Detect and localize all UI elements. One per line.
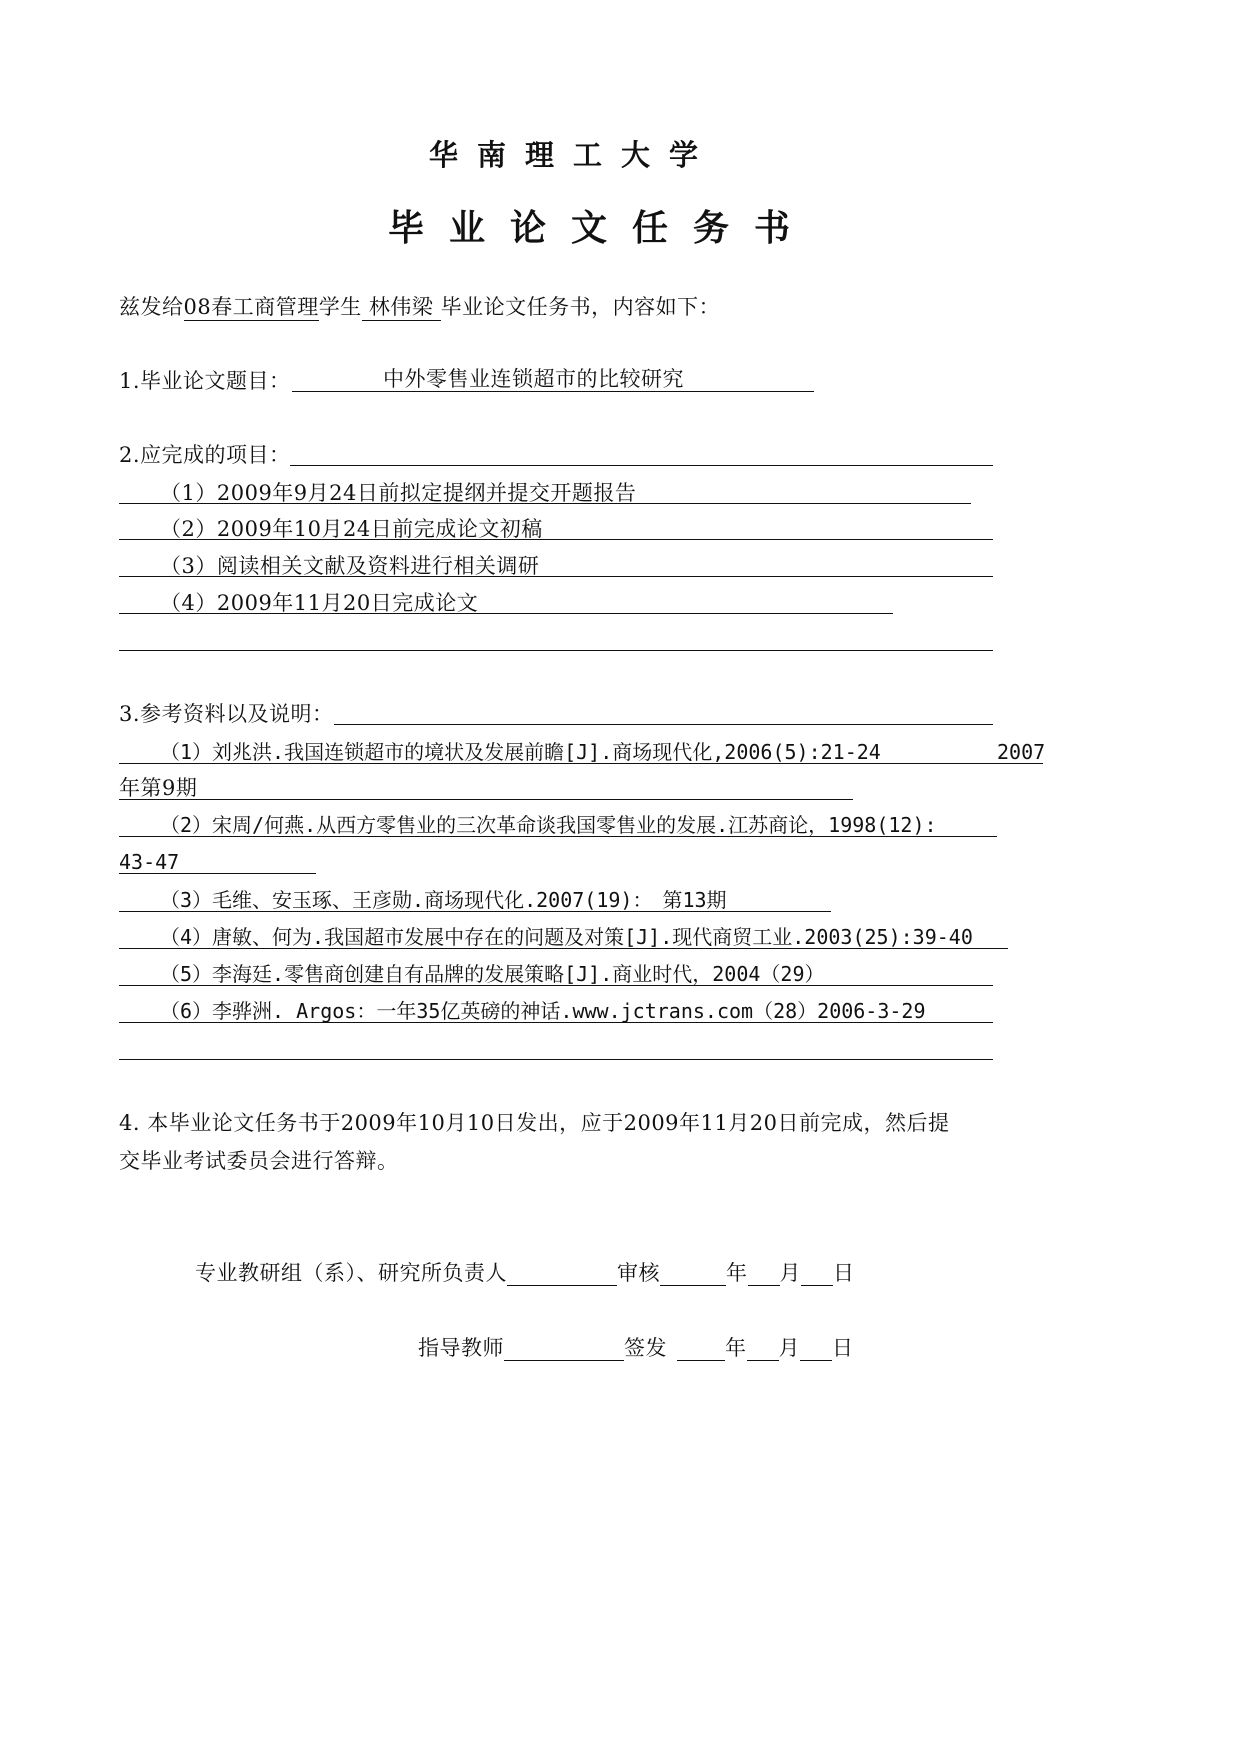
class-name: 08春工商管理 bbox=[183, 295, 319, 319]
project-item: （2）2009年10月24日前完成论文初稿 bbox=[160, 517, 543, 541]
intro-suffix: 毕业论文任务书，内容如下： bbox=[440, 295, 721, 319]
reference-underline bbox=[119, 763, 1043, 764]
reference-underline bbox=[119, 873, 316, 874]
project-item: （1）2009年9月24日前拟定提纲并提交开题报告 bbox=[160, 481, 637, 505]
review-year-blank bbox=[660, 1261, 726, 1286]
reference-item: （4）唐敏、何为.我国超市发展中存在的问题及对策[J].现代商贸工业.2003(25):39-40 bbox=[160, 925, 973, 949]
section1-label: 1.毕业论文题目： bbox=[119, 369, 291, 393]
reference-item: （5）李海廷.零售商创建自有品牌的发展策略[J].商业时代，2004（29） bbox=[160, 962, 825, 986]
reference-item: （3）毛维、安玉琢、王彦勋.商场现代化.2007(19)： 第13期 bbox=[160, 888, 727, 912]
section2-label: 2.应完成的项目： bbox=[119, 443, 291, 467]
department-head-signature-blank bbox=[507, 1261, 617, 1286]
document-title: 毕业论文任务书 bbox=[388, 208, 816, 249]
reference-item: （2）宋周/何燕.从西方零售业的三次革命谈我国零售业的发展.江苏商论，1998(12): bbox=[160, 813, 937, 837]
reference-item-cont: 年第9期 bbox=[119, 776, 198, 800]
project-item: （3）阅读相关文献及资料进行相关调研 bbox=[160, 554, 540, 578]
reference-underline bbox=[119, 799, 853, 800]
day-label: 日 bbox=[832, 1336, 854, 1360]
month-label: 月 bbox=[779, 1261, 801, 1285]
reference-underline bbox=[119, 985, 993, 986]
reference-underline bbox=[119, 836, 997, 837]
student-name: 林伟梁 bbox=[362, 295, 441, 321]
issue-deadline-text-cont: 交毕业考试委员会进行答辩。 bbox=[119, 1149, 399, 1173]
reference-underline bbox=[119, 911, 831, 912]
advisor-signature-blank bbox=[504, 1336, 624, 1361]
year-label: 年 bbox=[726, 1261, 748, 1285]
reference-underline bbox=[119, 1022, 993, 1023]
issue-year-blank bbox=[677, 1336, 725, 1361]
review-label: 审核 bbox=[617, 1261, 660, 1285]
signature-row-department bbox=[195, 1260, 855, 1286]
reference-item: （1）刘兆洪.我国连锁超市的境状及发展前瞻[J].商场现代化,2006(5):21-24 bbox=[160, 740, 881, 764]
project-item-underline bbox=[119, 576, 993, 577]
month-label: 月 bbox=[778, 1336, 800, 1360]
review-month-blank bbox=[748, 1261, 780, 1286]
intro-line bbox=[119, 294, 720, 320]
reference-item: （6）李骅洲. Argos：一年35亿英磅的神话.www.jctrans.com（28）2006-3-29 bbox=[160, 999, 926, 1023]
signature-row-advisor bbox=[418, 1335, 854, 1361]
university-name: 华南理工大学 bbox=[429, 138, 718, 172]
issue-day-blank bbox=[800, 1336, 832, 1361]
reference-underline bbox=[119, 948, 1008, 949]
section3-rule bbox=[334, 724, 993, 725]
intro-prefix: 兹发给 bbox=[119, 295, 184, 319]
issue-month-blank bbox=[747, 1336, 779, 1361]
thesis-topic: 中外零售业连锁超市的比较研究 bbox=[383, 367, 684, 391]
year-label: 年 bbox=[725, 1336, 747, 1360]
review-day-blank bbox=[801, 1261, 833, 1286]
blank-rule bbox=[119, 650, 993, 651]
issue-label: 签发 bbox=[624, 1336, 667, 1360]
project-item-underline bbox=[119, 613, 893, 614]
issue-deadline-text: 4. 本毕业论文任务书于2009年10月10日发出，应于2009年11月20日前完成，然后提 bbox=[119, 1111, 950, 1135]
reference-item-cont: 43-47 bbox=[119, 850, 180, 874]
project-item: （4）2009年11月20日完成论文 bbox=[160, 591, 479, 615]
section2-rule bbox=[290, 465, 993, 466]
section3-label: 3.参考资料以及说明： bbox=[119, 702, 334, 726]
advisor-label: 指导教师 bbox=[418, 1336, 504, 1360]
department-head-label: 专业教研组（系）、研究所负责人 bbox=[195, 1261, 507, 1285]
blank-rule bbox=[119, 1059, 993, 1060]
student-word: 学生 bbox=[318, 295, 362, 319]
day-label: 日 bbox=[833, 1261, 855, 1285]
project-item-underline bbox=[119, 503, 971, 504]
reference-item-tail: 2007 bbox=[997, 740, 1046, 764]
project-item-underline bbox=[119, 539, 993, 540]
